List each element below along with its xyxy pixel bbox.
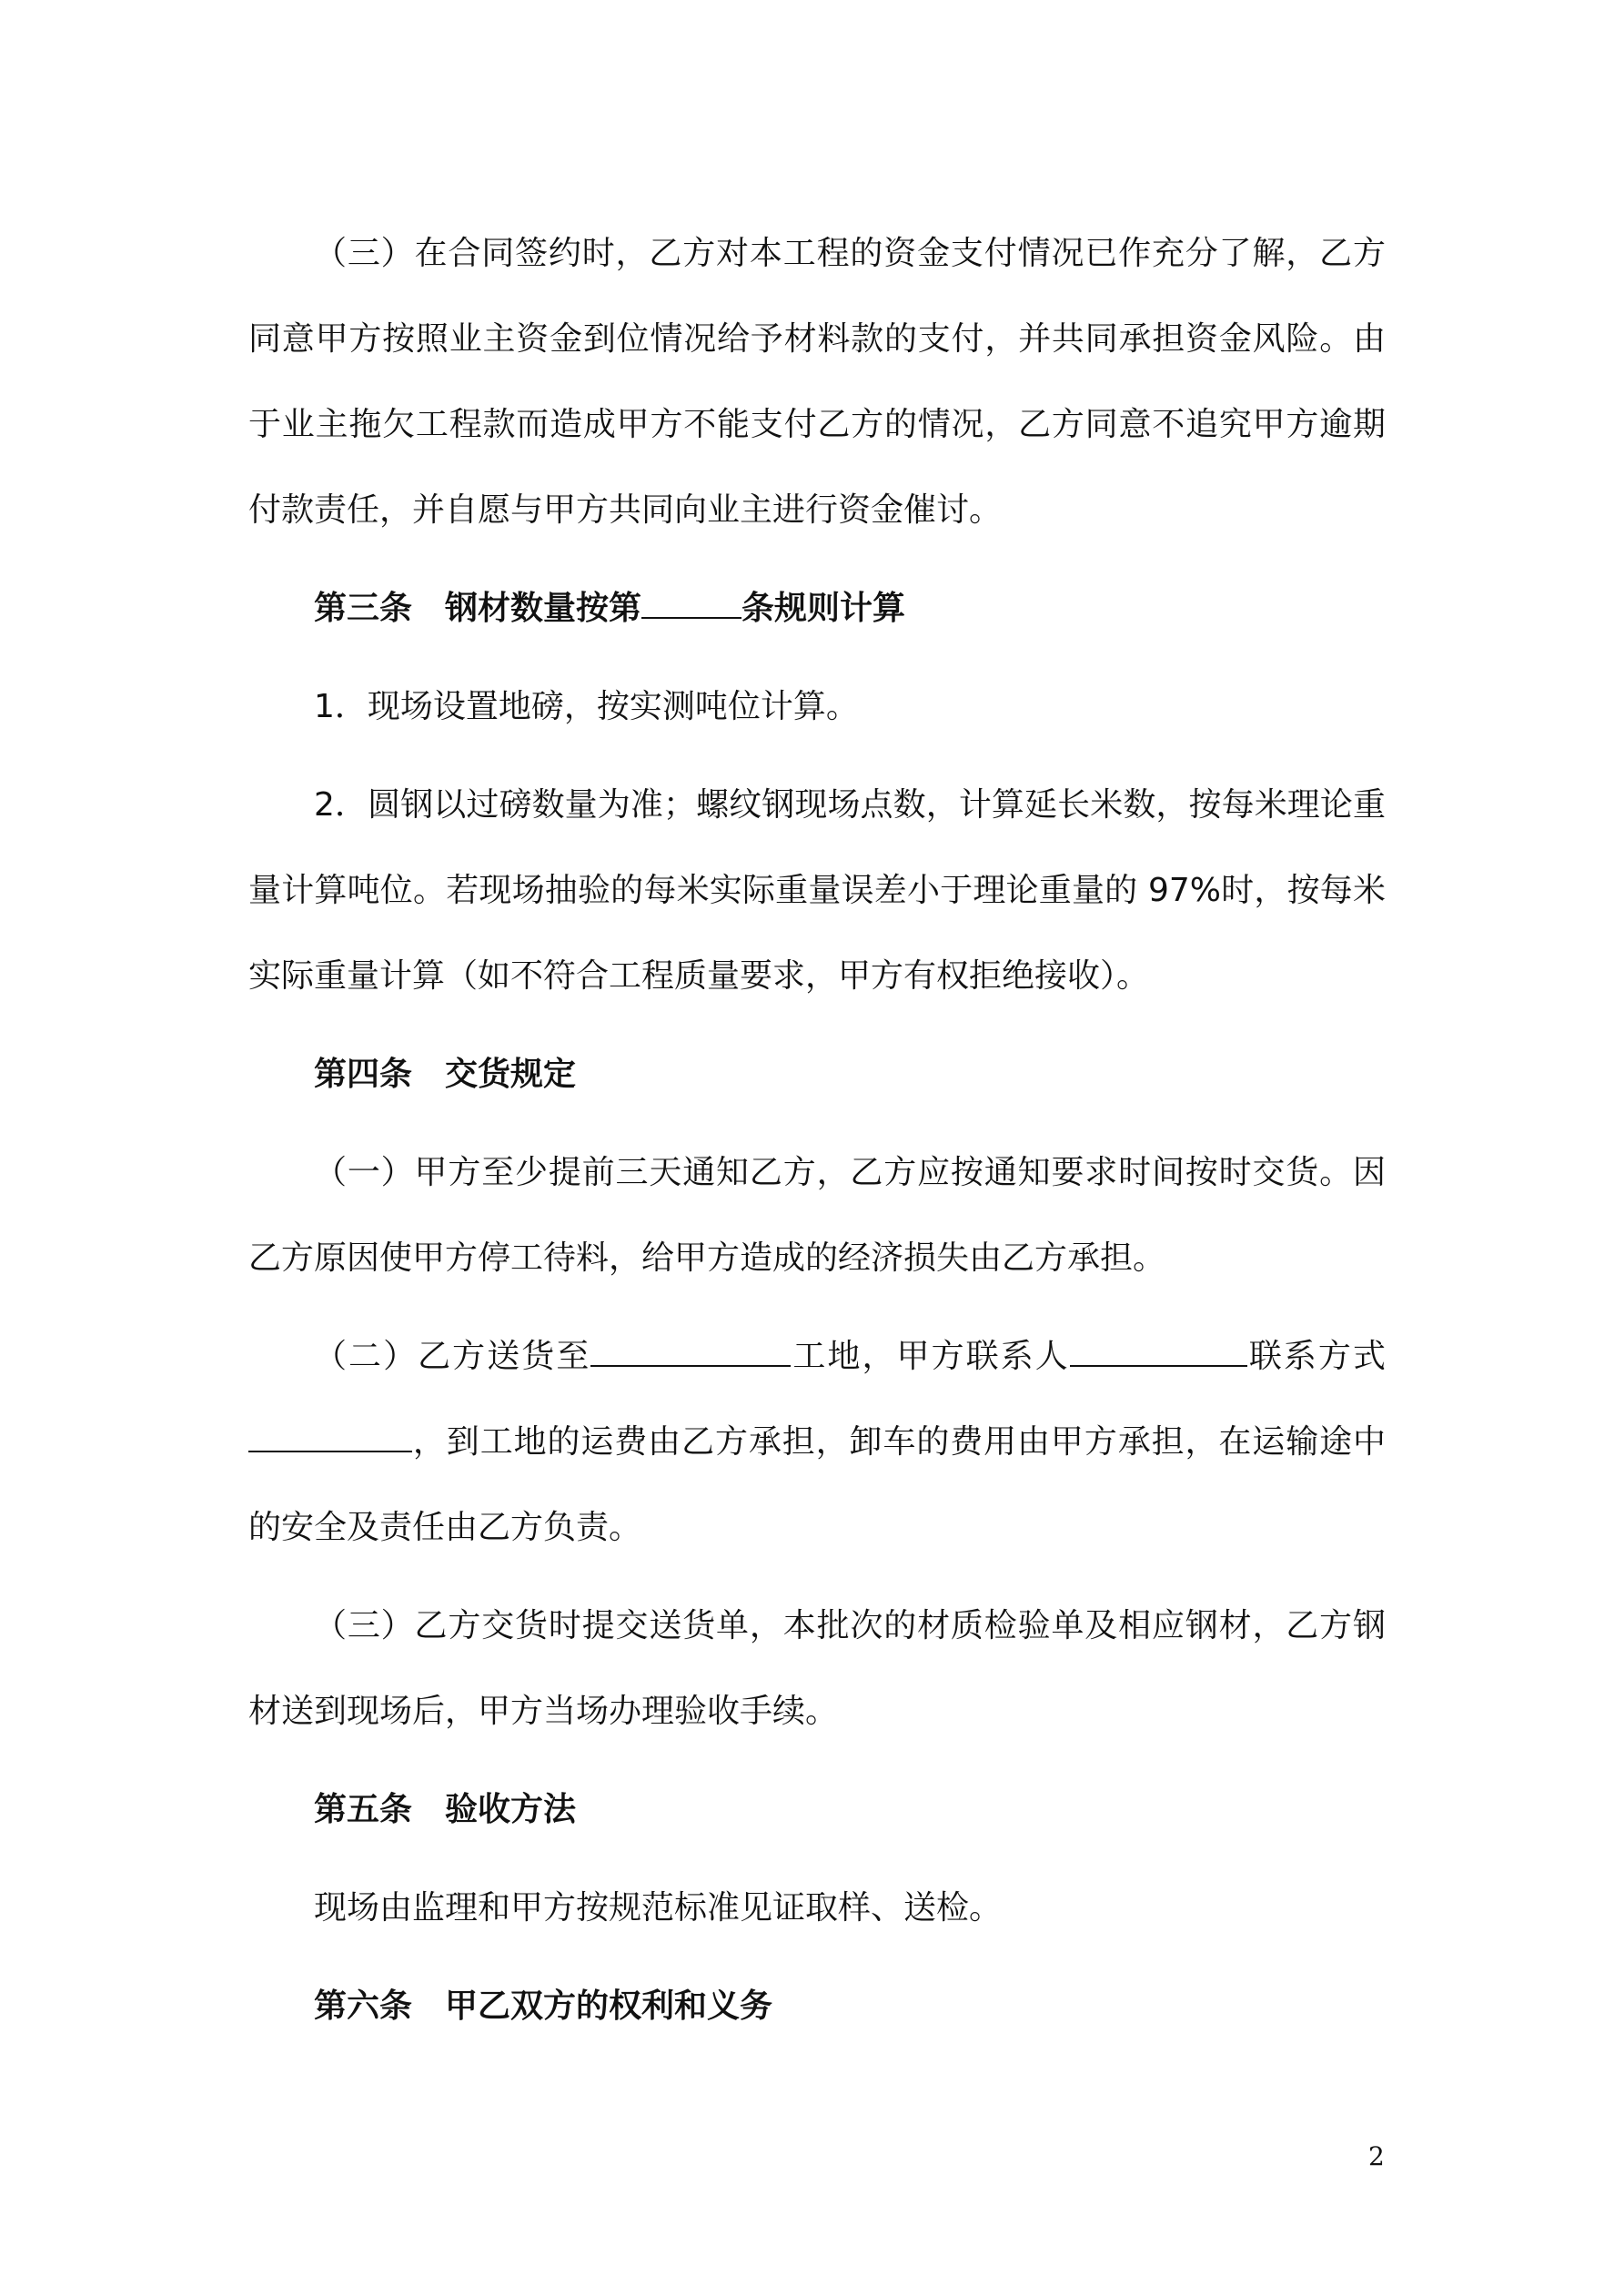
document-body <box>248 211 1386 2062</box>
blank-contact-method <box>248 1423 412 1452</box>
blank-rule-number <box>641 590 741 619</box>
article-4-label: 第四条 <box>314 1056 413 1093</box>
article-5-title: 验收方法 <box>445 1791 577 1828</box>
article-4-title: 交货规定 <box>445 1056 577 1093</box>
paragraph-scale-weighing: 1．现场设置地磅，按实测吨位计算。 <box>314 688 859 725</box>
delivery-text-c: 联系方式 <box>1246 1338 1386 1375</box>
page-number: 2 <box>1368 2141 1385 2171</box>
paragraph-delivery-documents: （三）乙方交货时提交送货单，本批次的材质检验单及相应钢材，乙方钢材送到现场后，甲方当场办理验收手续。 <box>248 1607 1386 1730</box>
article-5-heading <box>314 1767 1386 1853</box>
article-3-label: 第三条 <box>314 590 413 627</box>
blank-site-name <box>590 1338 791 1367</box>
article-6-label: 第六条 <box>314 1988 413 2025</box>
article-3-heading <box>314 566 1386 652</box>
delivery-text-d: ，到工地的运费由乙方承担，卸车的费用由甲方承担，在运输途中的安全及责任由乙方负责。 <box>248 1423 1386 1546</box>
article-4-heading <box>314 1032 1386 1118</box>
article-6-heading <box>314 1964 1386 2049</box>
delivery-text-a: （二）乙方送货至 <box>314 1338 591 1375</box>
paragraph-delivery-site <box>248 1314 1386 1571</box>
delivery-text-b: 工地，甲方联系人 <box>791 1338 1070 1375</box>
article-5-label: 第五条 <box>314 1791 413 1828</box>
article-3-title-b: 条规则计算 <box>741 590 906 627</box>
paragraph-acceptance-method: 现场由监理和甲方按规范标准见证取样、送检。 <box>314 1889 1003 1927</box>
article-6-title: 甲乙双方的权利和义务 <box>445 1988 773 2025</box>
paragraph-delivery-notice: （一）甲方至少提前三天通知乙方，乙方应按通知要求时间按时交货。因乙方原因使甲方停工待料，给甲方造成的经济损失由乙方承担。 <box>248 1154 1386 1277</box>
paragraph-steel-calculation: 2．圆钢以过磅数量为准；螺纹钢现场点数，计算延长米数，按每米理论重量计算吨位。若现场抽验的每米实际重量误差小于理论重量的 97%时，按每米实际重量计算（如不符合工程质量要求，甲方有权拒绝接收）。 <box>248 786 1386 995</box>
article-3-title-a: 钢材数量按第 <box>445 590 642 627</box>
paragraph-payment-risk: （三）在合同签约时，乙方对本工程的资金支付情况已作充分了解，乙方同意甲方按照业主资金到位情况给予材料款的支付，并共同承担资金风险。由于业主拖欠工程款而造成甲方不能支付乙方的情况，乙方同意不追究甲方逾期付款责任，并自愿与甲方共同向业主进行资金催讨。 <box>248 235 1386 529</box>
blank-contact-person <box>1070 1338 1247 1367</box>
